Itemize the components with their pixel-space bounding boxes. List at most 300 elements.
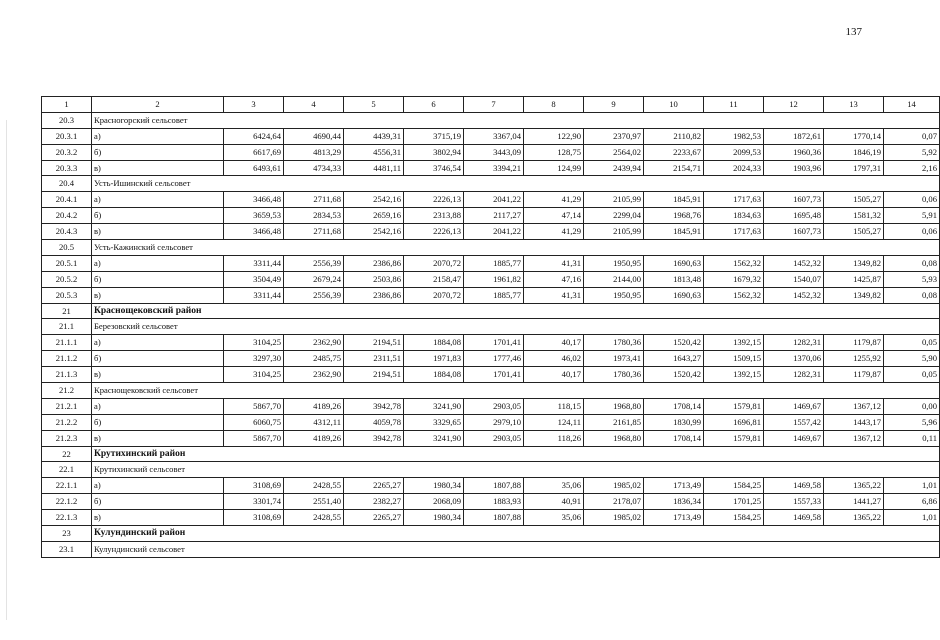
value-cell: 4481,11 <box>344 160 404 176</box>
table-row <box>42 208 940 224</box>
value-cell: 1255,92 <box>824 351 884 367</box>
value-cell: 1562,32 <box>704 287 764 303</box>
row-code: 21.2.1 <box>42 398 92 414</box>
table-row <box>42 351 940 367</box>
value-cell: 2485,75 <box>284 351 344 367</box>
value-cell: 2265,27 <box>344 510 404 526</box>
value-cell: 1562,32 <box>704 255 764 271</box>
value-cell: 1701,41 <box>464 367 524 383</box>
value-cell: 1469,67 <box>764 398 824 414</box>
row-code: 20.5 <box>42 240 92 256</box>
value-cell: 2265,27 <box>344 478 404 494</box>
value-cell: 1836,34 <box>644 494 704 510</box>
value-cell: 4556,31 <box>344 144 404 160</box>
value-cell: 1540,07 <box>764 271 824 287</box>
table-row <box>42 367 940 383</box>
row-variant: в) <box>92 510 224 526</box>
value-cell: 1505,27 <box>824 224 884 240</box>
value-cell: 1950,95 <box>584 255 644 271</box>
value-cell: 1980,34 <box>404 478 464 494</box>
value-cell: 1557,42 <box>764 414 824 430</box>
value-cell: 1469,58 <box>764 510 824 526</box>
row-variant: б) <box>92 271 224 287</box>
row-variant: в) <box>92 367 224 383</box>
value-cell: 3311,44 <box>224 287 284 303</box>
row-code: 20.5.3 <box>42 287 92 303</box>
value-cell: 1643,27 <box>644 351 704 367</box>
value-cell: 1885,77 <box>464 287 524 303</box>
value-cell: 1973,41 <box>584 351 644 367</box>
value-cell: 1845,91 <box>644 192 704 208</box>
value-cell: 4690,44 <box>284 128 344 144</box>
value-cell: 1701,25 <box>704 494 764 510</box>
row-code: 20.4 <box>42 176 92 192</box>
value-cell: 1777,46 <box>464 351 524 367</box>
value-cell: 4059,78 <box>344 414 404 430</box>
settlement-title: Красногорский сельсовет <box>92 112 940 128</box>
district-row <box>42 446 940 462</box>
value-cell: 2068,09 <box>404 494 464 510</box>
row-code: 20.3.2 <box>42 144 92 160</box>
value-cell: 2386,86 <box>344 255 404 271</box>
row-code: 22.1.3 <box>42 510 92 526</box>
value-cell: 2,16 <box>884 160 940 176</box>
value-cell: 4189,26 <box>284 430 344 446</box>
row-code: 21 <box>42 303 92 319</box>
value-cell: 6060,75 <box>224 414 284 430</box>
value-cell: 2711,68 <box>284 192 344 208</box>
settlement-row <box>42 176 940 192</box>
value-cell: 41,29 <box>524 192 584 208</box>
value-cell: 1985,02 <box>584 478 644 494</box>
value-cell: 47,14 <box>524 208 584 224</box>
value-cell: 1960,36 <box>764 144 824 160</box>
column-header: 8 <box>524 97 584 113</box>
value-cell: 2154,71 <box>644 160 704 176</box>
row-variant: а) <box>92 128 224 144</box>
value-cell: 2233,67 <box>644 144 704 160</box>
value-cell: 5,92 <box>884 144 940 160</box>
value-cell: 3301,74 <box>224 494 284 510</box>
value-cell: 4813,29 <box>284 144 344 160</box>
value-cell: 35,06 <box>524 510 584 526</box>
value-cell: 1452,32 <box>764 255 824 271</box>
value-cell: 1717,63 <box>704 192 764 208</box>
district-row <box>42 303 940 319</box>
row-code: 21.2 <box>42 383 92 399</box>
settlement-row <box>42 240 940 256</box>
tariff-table <box>41 96 940 558</box>
value-cell: 1708,14 <box>644 398 704 414</box>
value-cell: 1584,25 <box>704 510 764 526</box>
row-variant: в) <box>92 287 224 303</box>
value-cell: 2158,47 <box>404 271 464 287</box>
value-cell: 2117,27 <box>464 208 524 224</box>
value-cell: 1365,22 <box>824 510 884 526</box>
district-title: Кулундинский район <box>92 526 940 542</box>
table-row <box>42 494 940 510</box>
settlement-title: Кулундинский сельсовет <box>92 541 940 557</box>
value-cell: 1441,27 <box>824 494 884 510</box>
settlement-title: Березовский сельсовет <box>92 319 940 335</box>
table-row <box>42 160 940 176</box>
column-header: 6 <box>404 97 464 113</box>
value-cell: 1469,67 <box>764 430 824 446</box>
table-row <box>42 144 940 160</box>
value-cell: 118,26 <box>524 430 584 446</box>
value-cell: 124,11 <box>524 414 584 430</box>
value-cell: 3241,90 <box>404 398 464 414</box>
column-header: 5 <box>344 97 404 113</box>
value-cell: 3466,48 <box>224 192 284 208</box>
value-cell: 2099,53 <box>704 144 764 160</box>
value-cell: 5,91 <box>884 208 940 224</box>
value-cell: 1696,81 <box>704 414 764 430</box>
value-cell: 1971,83 <box>404 351 464 367</box>
value-cell: 3241,90 <box>404 430 464 446</box>
value-cell: 3297,30 <box>224 351 284 367</box>
row-code: 20.3.1 <box>42 128 92 144</box>
row-variant: б) <box>92 208 224 224</box>
value-cell: 3504,49 <box>224 271 284 287</box>
value-cell: 3108,69 <box>224 478 284 494</box>
value-cell: 1505,27 <box>824 192 884 208</box>
value-cell: 1579,81 <box>704 398 764 414</box>
settlement-title: Крутихинский сельсовет <box>92 462 940 478</box>
value-cell: 1883,93 <box>464 494 524 510</box>
value-cell: 1717,63 <box>704 224 764 240</box>
row-code: 22.1.1 <box>42 478 92 494</box>
row-code: 22 <box>42 446 92 462</box>
value-cell: 6493,61 <box>224 160 284 176</box>
value-cell: 3942,78 <box>344 430 404 446</box>
table-row <box>42 224 940 240</box>
value-cell: 2194,51 <box>344 367 404 383</box>
value-cell: 0,05 <box>884 335 940 351</box>
value-cell: 0,06 <box>884 224 940 240</box>
value-cell: 2362,90 <box>284 335 344 351</box>
value-cell: 1607,73 <box>764 224 824 240</box>
row-code: 20.4.3 <box>42 224 92 240</box>
value-cell: 1367,12 <box>824 430 884 446</box>
value-cell: 124,99 <box>524 160 584 176</box>
value-cell: 47,16 <box>524 271 584 287</box>
value-cell: 2370,97 <box>584 128 644 144</box>
row-variant: а) <box>92 192 224 208</box>
value-cell: 122,90 <box>524 128 584 144</box>
row-code: 23 <box>42 526 92 542</box>
row-code: 20.4.2 <box>42 208 92 224</box>
value-cell: 1469,58 <box>764 478 824 494</box>
value-cell: 3443,09 <box>464 144 524 160</box>
value-cell: 2679,24 <box>284 271 344 287</box>
value-cell: 41,29 <box>524 224 584 240</box>
value-cell: 1713,49 <box>644 478 704 494</box>
value-cell: 1968,76 <box>644 208 704 224</box>
row-variant: а) <box>92 255 224 271</box>
value-cell: 1392,15 <box>704 335 764 351</box>
row-code: 21.2.3 <box>42 430 92 446</box>
table-row <box>42 414 940 430</box>
column-header: 10 <box>644 97 704 113</box>
value-cell: 1520,42 <box>644 335 704 351</box>
value-cell: 2382,27 <box>344 494 404 510</box>
value-cell: 1950,95 <box>584 287 644 303</box>
value-cell: 2556,39 <box>284 287 344 303</box>
value-cell: 5867,70 <box>224 430 284 446</box>
value-cell: 3311,44 <box>224 255 284 271</box>
row-variant: б) <box>92 494 224 510</box>
settlement-row <box>42 319 940 335</box>
value-cell: 2362,90 <box>284 367 344 383</box>
value-cell: 4439,31 <box>344 128 404 144</box>
value-cell: 2428,55 <box>284 478 344 494</box>
value-cell: 1179,87 <box>824 367 884 383</box>
value-cell: 2105,99 <box>584 192 644 208</box>
value-cell: 2194,51 <box>344 335 404 351</box>
value-cell: 1392,15 <box>704 367 764 383</box>
value-cell: 1370,06 <box>764 351 824 367</box>
value-cell: 1579,81 <box>704 430 764 446</box>
value-cell: 2428,55 <box>284 510 344 526</box>
value-cell: 2161,85 <box>584 414 644 430</box>
value-cell: 1885,77 <box>464 255 524 271</box>
value-cell: 1780,36 <box>584 335 644 351</box>
table-row <box>42 510 940 526</box>
district-title: Крутихинский район <box>92 446 940 462</box>
value-cell: 2313,88 <box>404 208 464 224</box>
settlement-row <box>42 383 940 399</box>
value-cell: 128,75 <box>524 144 584 160</box>
row-code: 21.1.2 <box>42 351 92 367</box>
value-cell: 6617,69 <box>224 144 284 160</box>
row-code: 22.1 <box>42 462 92 478</box>
value-cell: 0,08 <box>884 287 940 303</box>
value-cell: 2711,68 <box>284 224 344 240</box>
row-code: 20.5.2 <box>42 271 92 287</box>
value-cell: 1425,87 <box>824 271 884 287</box>
value-cell: 2226,13 <box>404 224 464 240</box>
value-cell: 2542,16 <box>344 192 404 208</box>
value-cell: 1968,80 <box>584 398 644 414</box>
value-cell: 5867,70 <box>224 398 284 414</box>
table-row <box>42 335 940 351</box>
value-cell: 0,00 <box>884 398 940 414</box>
value-cell: 1607,73 <box>764 192 824 208</box>
value-cell: 2041,22 <box>464 192 524 208</box>
value-cell: 1557,33 <box>764 494 824 510</box>
value-cell: 2311,51 <box>344 351 404 367</box>
value-cell: 2551,40 <box>284 494 344 510</box>
value-cell: 3108,69 <box>224 510 284 526</box>
row-code: 21.1.3 <box>42 367 92 383</box>
value-cell: 1807,88 <box>464 510 524 526</box>
row-code: 21.1 <box>42 319 92 335</box>
settlement-row <box>42 541 940 557</box>
table-row <box>42 398 940 414</box>
settlement-title: Усть-Ишинский сельсовет <box>92 176 940 192</box>
value-cell: 2110,82 <box>644 128 704 144</box>
binding-edge <box>6 120 7 620</box>
value-cell: 2178,07 <box>584 494 644 510</box>
value-cell: 1872,61 <box>764 128 824 144</box>
value-cell: 1452,32 <box>764 287 824 303</box>
value-cell: 2439,94 <box>584 160 644 176</box>
table-row <box>42 255 940 271</box>
value-cell: 4734,33 <box>284 160 344 176</box>
value-cell: 6424,64 <box>224 128 284 144</box>
value-cell: 41,31 <box>524 287 584 303</box>
row-variant: б) <box>92 144 224 160</box>
settlement-title: Усть-Кажинский сельсовет <box>92 240 940 256</box>
row-code: 22.1.2 <box>42 494 92 510</box>
value-cell: 3367,04 <box>464 128 524 144</box>
value-cell: 5,90 <box>884 351 940 367</box>
value-cell: 1282,31 <box>764 335 824 351</box>
settlement-row <box>42 112 940 128</box>
value-cell: 3746,54 <box>404 160 464 176</box>
value-cell: 1846,19 <box>824 144 884 160</box>
value-cell: 2070,72 <box>404 287 464 303</box>
value-cell: 1701,41 <box>464 335 524 351</box>
value-cell: 1695,48 <box>764 208 824 224</box>
value-cell: 1584,25 <box>704 478 764 494</box>
value-cell: 3329,65 <box>404 414 464 430</box>
value-cell: 40,91 <box>524 494 584 510</box>
table-row <box>42 478 940 494</box>
value-cell: 3466,48 <box>224 224 284 240</box>
column-header: 4 <box>284 97 344 113</box>
value-cell: 6,86 <box>884 494 940 510</box>
value-cell: 1509,15 <box>704 351 764 367</box>
value-cell: 0,06 <box>884 192 940 208</box>
district-row <box>42 526 940 542</box>
value-cell: 1690,63 <box>644 287 704 303</box>
value-cell: 1770,14 <box>824 128 884 144</box>
value-cell: 4312,11 <box>284 414 344 430</box>
column-header: 3 <box>224 97 284 113</box>
row-variant: в) <box>92 160 224 176</box>
value-cell: 1845,91 <box>644 224 704 240</box>
value-cell: 1884,08 <box>404 367 464 383</box>
value-cell: 5,96 <box>884 414 940 430</box>
row-code: 21.1.1 <box>42 335 92 351</box>
value-cell: 2041,22 <box>464 224 524 240</box>
row-variant: б) <box>92 351 224 367</box>
value-cell: 1708,14 <box>644 430 704 446</box>
value-cell: 1365,22 <box>824 478 884 494</box>
value-cell: 1884,08 <box>404 335 464 351</box>
value-cell: 2299,04 <box>584 208 644 224</box>
table-row <box>42 192 940 208</box>
table-row <box>42 287 940 303</box>
value-cell: 1834,63 <box>704 208 764 224</box>
value-cell: 3659,53 <box>224 208 284 224</box>
value-cell: 40,17 <box>524 367 584 383</box>
column-header: 14 <box>884 97 940 113</box>
row-code: 20.5.1 <box>42 255 92 271</box>
row-variant: в) <box>92 430 224 446</box>
value-cell: 46,02 <box>524 351 584 367</box>
value-cell: 1980,34 <box>404 510 464 526</box>
value-cell: 2226,13 <box>404 192 464 208</box>
value-cell: 1780,36 <box>584 367 644 383</box>
column-header: 7 <box>464 97 524 113</box>
value-cell: 1807,88 <box>464 478 524 494</box>
value-cell: 0,05 <box>884 367 940 383</box>
value-cell: 2556,39 <box>284 255 344 271</box>
row-code: 20.4.1 <box>42 192 92 208</box>
value-cell: 1520,42 <box>644 367 704 383</box>
table-row <box>42 128 940 144</box>
value-cell: 35,06 <box>524 478 584 494</box>
page-number: 137 <box>845 26 862 38</box>
value-cell: 2564,02 <box>584 144 644 160</box>
value-cell: 1797,31 <box>824 160 884 176</box>
district-title: Краснощековский район <box>92 303 940 319</box>
value-cell: 2386,86 <box>344 287 404 303</box>
value-cell: 2903,05 <box>464 398 524 414</box>
table-body <box>42 112 940 557</box>
value-cell: 0,08 <box>884 255 940 271</box>
settlement-row <box>42 462 940 478</box>
value-cell: 0,07 <box>884 128 940 144</box>
header-row <box>42 97 940 113</box>
value-cell: 2503,86 <box>344 271 404 287</box>
value-cell: 2542,16 <box>344 224 404 240</box>
value-cell: 1581,32 <box>824 208 884 224</box>
column-header: 1 <box>42 97 92 113</box>
value-cell: 1,01 <box>884 510 940 526</box>
value-cell: 1813,48 <box>644 271 704 287</box>
value-cell: 1713,49 <box>644 510 704 526</box>
column-header: 2 <box>92 97 224 113</box>
value-cell: 3104,25 <box>224 367 284 383</box>
value-cell: 1679,32 <box>704 271 764 287</box>
value-cell: 2070,72 <box>404 255 464 271</box>
value-cell: 2144,00 <box>584 271 644 287</box>
value-cell: 1,01 <box>884 478 940 494</box>
row-variant: б) <box>92 414 224 430</box>
value-cell: 2105,99 <box>584 224 644 240</box>
table-row <box>42 271 940 287</box>
value-cell: 1830,99 <box>644 414 704 430</box>
row-code: 23.1 <box>42 541 92 557</box>
value-cell: 5,93 <box>884 271 940 287</box>
value-cell: 2979,10 <box>464 414 524 430</box>
column-header: 12 <box>764 97 824 113</box>
value-cell: 1349,82 <box>824 287 884 303</box>
value-cell: 1282,31 <box>764 367 824 383</box>
row-variant: а) <box>92 335 224 351</box>
row-variant: а) <box>92 478 224 494</box>
value-cell: 2024,33 <box>704 160 764 176</box>
row-code: 21.2.2 <box>42 414 92 430</box>
value-cell: 1179,87 <box>824 335 884 351</box>
value-cell: 0,11 <box>884 430 940 446</box>
value-cell: 2659,16 <box>344 208 404 224</box>
value-cell: 3942,78 <box>344 398 404 414</box>
value-cell: 41,31 <box>524 255 584 271</box>
table-row <box>42 430 940 446</box>
settlement-title: Краснощековский сельсовет <box>92 383 940 399</box>
row-code: 20.3.3 <box>42 160 92 176</box>
row-variant: в) <box>92 224 224 240</box>
value-cell: 4189,26 <box>284 398 344 414</box>
row-variant: а) <box>92 398 224 414</box>
value-cell: 3715,19 <box>404 128 464 144</box>
value-cell: 2903,05 <box>464 430 524 446</box>
